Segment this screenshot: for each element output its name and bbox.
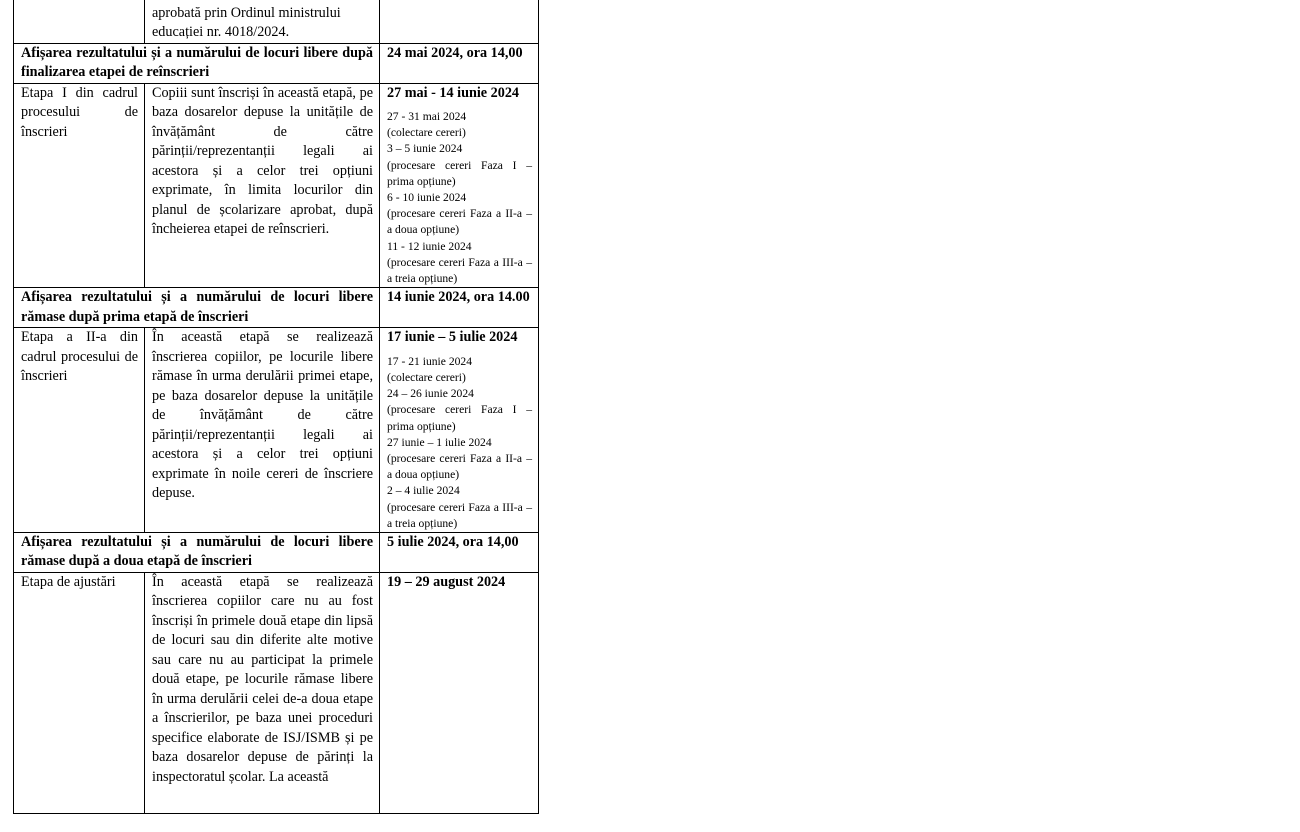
detail-item: (procesare cereri Faza a II-a – a doua opțiune) (387, 451, 532, 482)
stage-description-cell (145, 0, 380, 43)
stage-name-cell: Etapa I din cadrul procesului de înscrieri (14, 83, 145, 288)
detail-item: 17 - 21 iunie 2024 (387, 354, 473, 368)
detail-item: (colectare cereri) (387, 370, 466, 384)
table-row (14, 328, 539, 533)
detail-item: (procesare cereri Faza a III-a – a treia opțiune) (387, 255, 532, 286)
stage-period: 17 iunie – 5 iulie 2024 (387, 329, 518, 346)
stage-detail-list (387, 354, 532, 532)
stage-name-cell (14, 0, 145, 43)
stage-description-cell: Copiii sunt înscriși în această etapă, pe baza dosarelor depuse la unitățile de învățământ de către părinții/reprezentanții legali ai acestora și a celor trei opțiuni exprimate, în limita locurilor din planul de școlarizare aprobat, după încheierea etapei de reînscrieri. (145, 83, 380, 288)
stage-name-cell: Etapa de ajustări (14, 572, 145, 813)
stage-period: 27 mai - 14 iunie 2024 (387, 84, 520, 101)
detail-item: 2 – 4 iulie 2024 (387, 484, 460, 498)
stage-date-cell (380, 328, 539, 533)
result-announcement-date: 5 iulie 2024, ora 14,00 (380, 532, 539, 572)
detail-item: 24 – 26 iunie 2024 (387, 387, 474, 401)
description-line: aprobată prin Ordinul ministrului (152, 4, 341, 21)
table-row (14, 572, 539, 813)
detail-item: (procesare cereri Faza a II-a – a doua opțiune) (387, 207, 532, 237)
detail-item: (colectare cereri) (387, 126, 466, 140)
table-row (14, 288, 539, 328)
description-line: educației nr. 4018/2024. (152, 24, 290, 40)
result-announcement-label: Afișarea rezultatului și a numărului de locuri libere după finalizarea etapei de reînscrieri (14, 43, 380, 83)
detail-item: (procesare cereri Faza a III-a – a treia opțiune) (387, 500, 532, 530)
detail-item: (procesare cereri Faza I – prima opțiune) (387, 403, 532, 433)
stage-period: 19 – 29 august 2024 (380, 572, 539, 813)
result-announcement-date: 14 iunie 2024, ora 14.00 (380, 288, 539, 328)
stage-description-text: În această etapă se realizează înscrierea copiilor care nu au fost înscriși în primele două etape din lipsă de locuri sau din diferite alte motive sau care nu au participat la primele două etape, pe locurile rămase libere în urma derulării celei de-a doua etape a înscrierilor, pe baza unei proceduri specifice elaborate de ISJ/ISMB și pe baza dosarelor depuse de părinți la inspectoratul școlar. La această (152, 573, 373, 785)
stage-description-cell: În această etapă se realizează înscrierea copiilor, pe locurile libere rămase în urma derulării primei etape, pe baza dosarelor depuse la unitățile de învățământ de către părinții/reprezentanții legali ai acestora și a celor trei opțiuni exprimate în noile cereri de înscriere depuse. (145, 328, 380, 533)
stage-detail-list (387, 109, 532, 287)
result-announcement-date: 24 mai 2024, ora 14,00 (380, 43, 539, 83)
enrollment-schedule-table (13, 0, 539, 814)
detail-item: 3 – 5 iunie 2024 (387, 142, 463, 156)
table-row (14, 0, 539, 43)
result-announcement-label: Afișarea rezultatului și a numărului de locuri libere rămase după a doua etapă de înscrieri (14, 532, 380, 572)
stage-description-cell (145, 572, 380, 813)
detail-item: 27 - 31 mai 2024 (387, 110, 467, 123)
stage-name-cell: Etapa a II-a din cadrul procesului de înscrieri (14, 328, 145, 533)
detail-item: 11 - 12 iunie 2024 (387, 239, 472, 253)
table-row (14, 43, 539, 83)
table-row (14, 83, 539, 288)
stage-date-cell (380, 83, 539, 288)
detail-item: 27 iunie – 1 iulie 2024 (387, 435, 492, 449)
result-announcement-label: Afișarea rezultatului și a numărului de locuri libere rămase după prima etapă de înscrieri (14, 288, 380, 328)
stage-date-cell (380, 0, 539, 43)
detail-item: (procesare cereri Faza I – prima opțiune) (387, 158, 532, 188)
detail-item: 6 - 10 iunie 2024 (387, 191, 467, 205)
table-row (14, 532, 539, 572)
